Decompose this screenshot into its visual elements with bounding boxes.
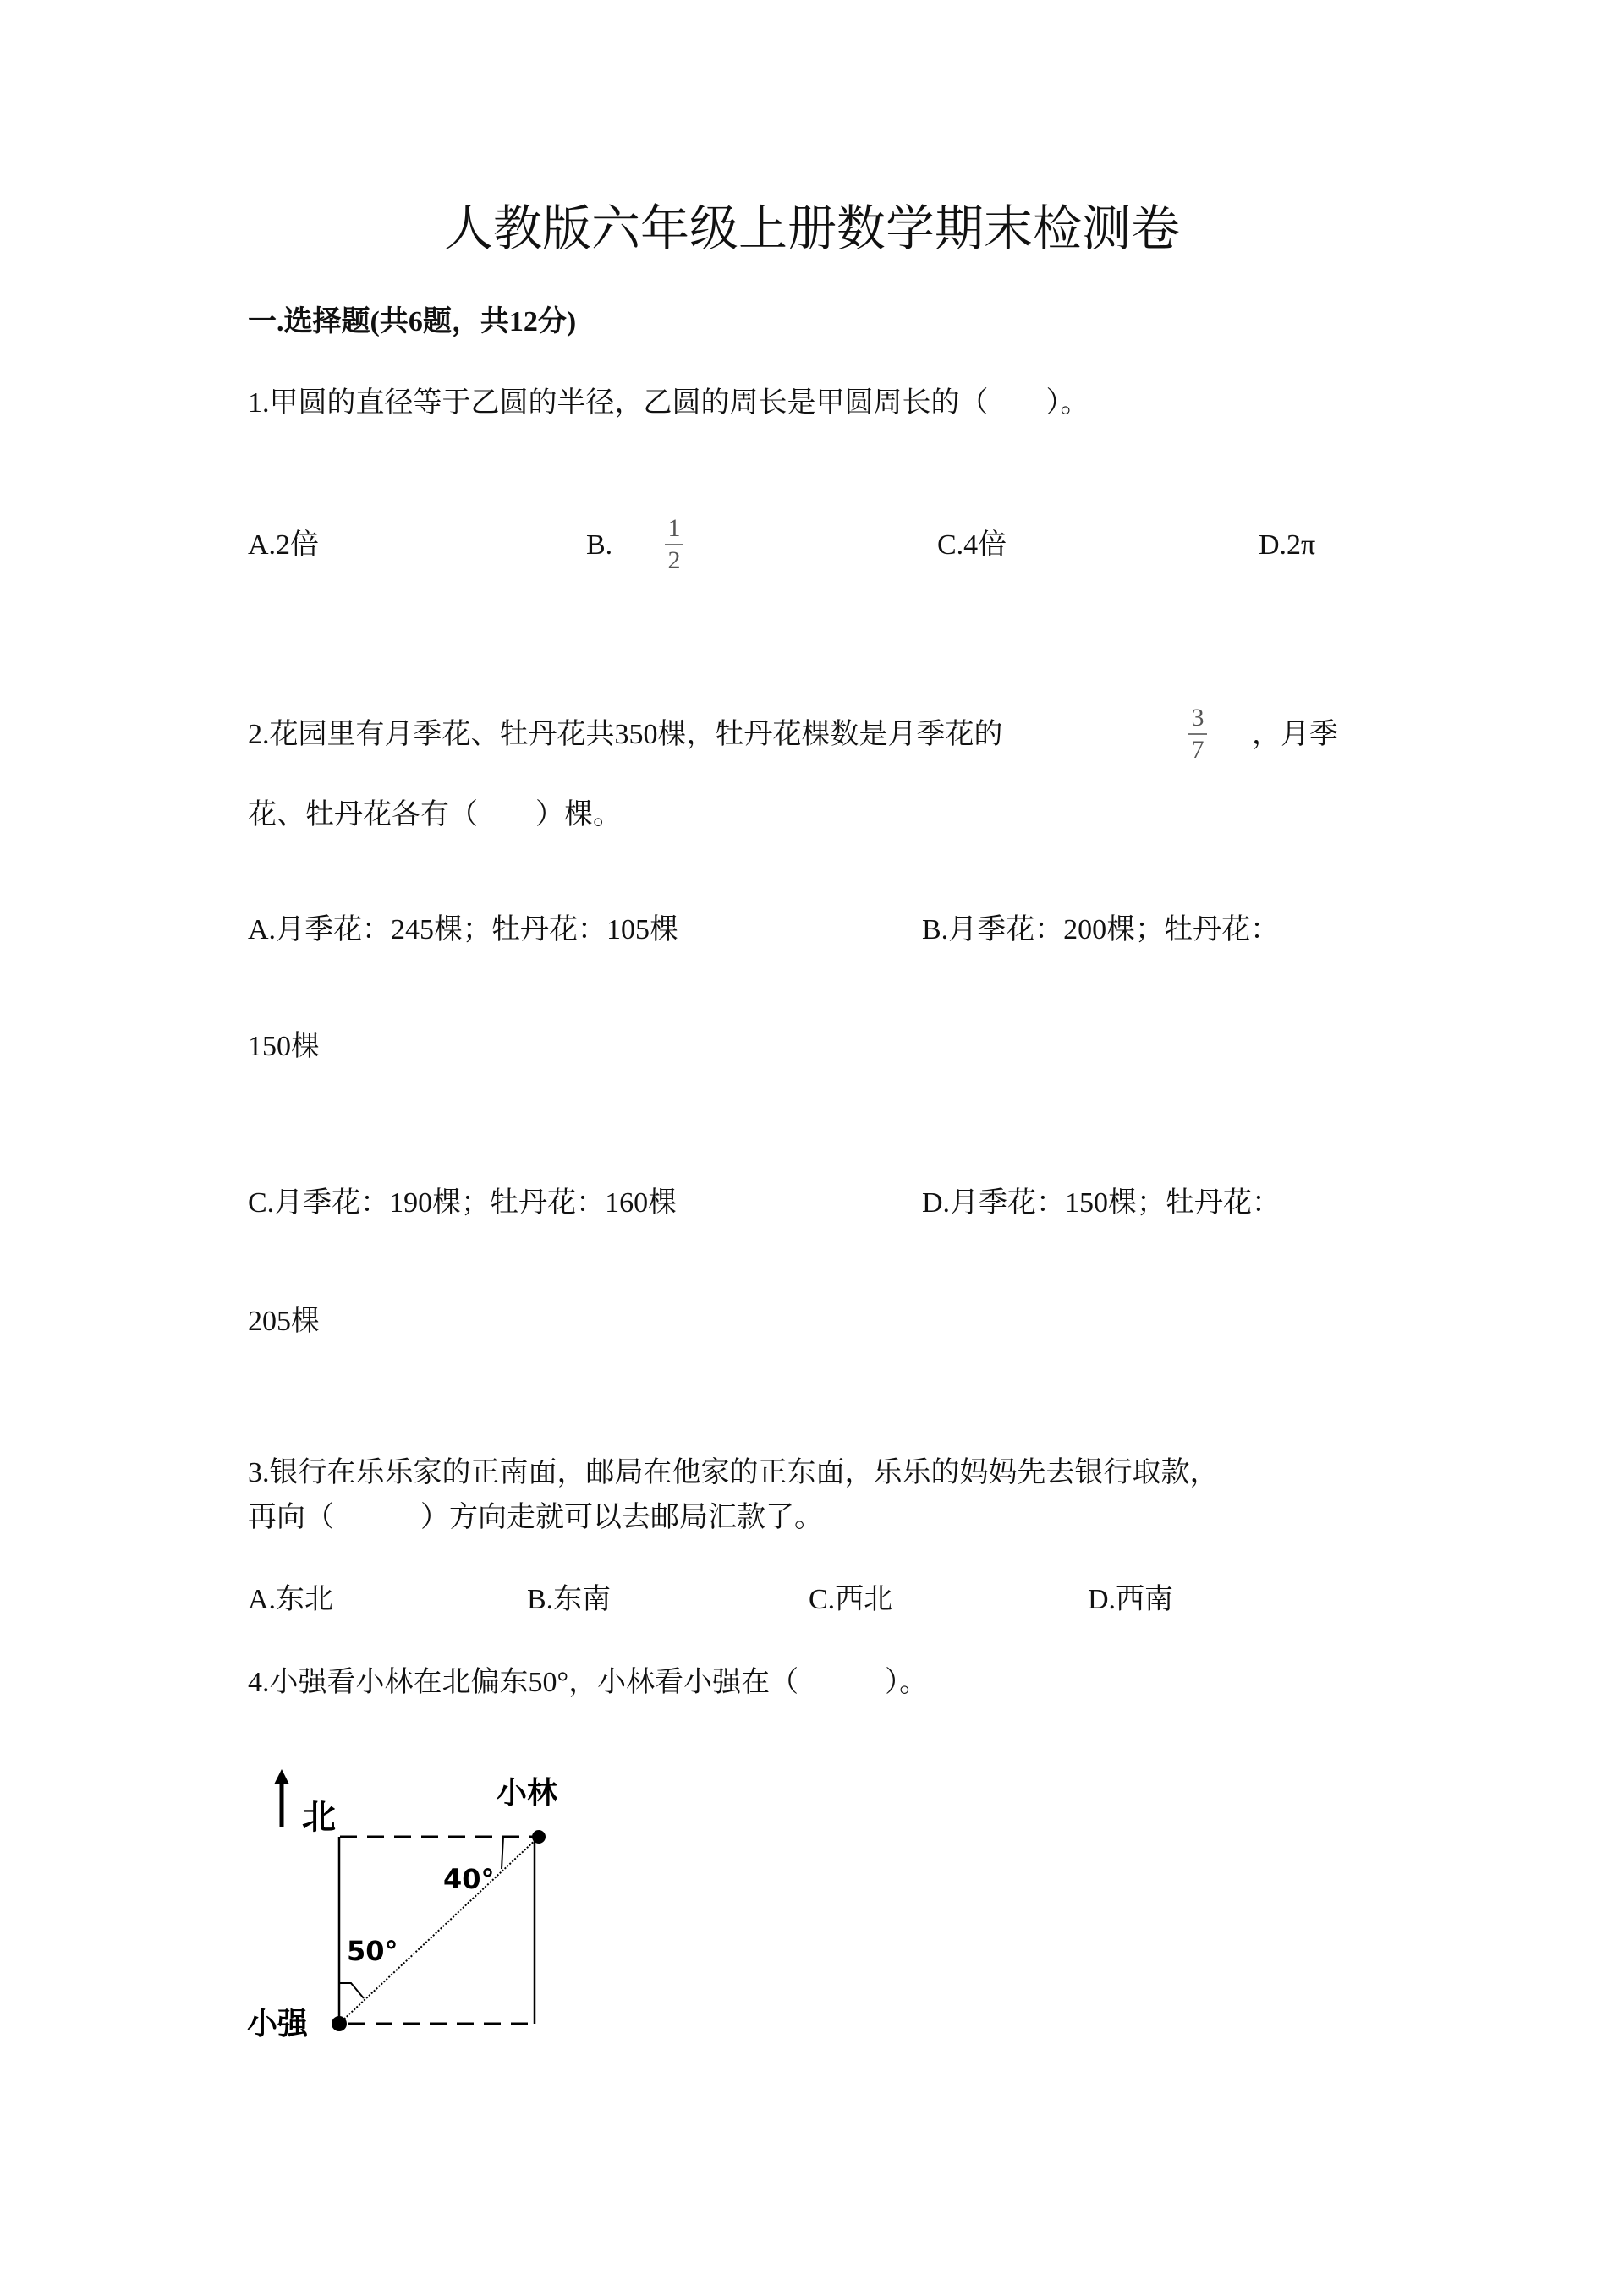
- xiaoqiang-label: 小强: [247, 2007, 309, 2041]
- north-arrow-icon: [274, 1769, 289, 1827]
- q2-option-c[interactable]: C.月季花：190棵；牡丹花：160棵: [248, 1187, 678, 1219]
- question-2-stem-cont: ，月季: [1252, 719, 1338, 750]
- question-3-stem: 3.银行在乐乐家的正南面，邮局在他家的正东面，乐乐的妈妈先去银行取款，: [248, 1457, 1219, 1488]
- question-4-stem: 4.小强看小林在北偏东50°，小林看小强在（ ）。: [248, 1667, 929, 1698]
- fraction-numerator: 1: [667, 514, 681, 542]
- connecting-line: [339, 1837, 539, 2024]
- xiaolin-label: 小林: [497, 1776, 558, 1811]
- section-heading: 一.选择题(共6题，共12分): [248, 306, 577, 337]
- q1-option-d[interactable]: D.2π: [1259, 529, 1316, 561]
- q1-option-b[interactable]: B.: [586, 529, 613, 561]
- fraction-numerator: 3: [1191, 704, 1204, 732]
- question-2-stem-line2: 花、牡丹花各有（ ）棵。: [248, 799, 622, 830]
- question-3-stem-line2: 再向（ ）方向走就可以去邮局汇款了。: [248, 1502, 823, 1533]
- q2-option-d-cont: 205棵: [248, 1306, 320, 1337]
- angle-a-label: 40°: [443, 1863, 495, 1895]
- fraction-denominator: 2: [667, 546, 681, 574]
- q3-option-a[interactable]: A.东北: [248, 1584, 334, 1615]
- point-xiaolin: [532, 1830, 546, 1844]
- angle-b-label: 50°: [347, 1935, 398, 1967]
- question-2-stem: 2.花园里有月季花、牡丹花共350棵，牡丹花棵数是月季花的: [248, 719, 1003, 750]
- angle-arc-b: [339, 1983, 364, 1998]
- q3-option-c[interactable]: C.西北: [809, 1584, 893, 1615]
- page-title: 人教版六年级上册数学期末检测卷: [443, 201, 1180, 256]
- north-label: 北: [302, 1798, 336, 1837]
- q1-option-c[interactable]: C.4倍: [937, 529, 1007, 561]
- q2-option-b[interactable]: B.月季花：200棵；牡丹花：: [922, 914, 1280, 945]
- q2-option-b-cont: 150棵: [248, 1031, 320, 1062]
- angle-arc-a: [502, 1837, 503, 1869]
- fraction-denominator: 7: [1191, 736, 1204, 764]
- q3-option-b[interactable]: B.东南: [527, 1584, 612, 1615]
- q2-option-a[interactable]: A.月季花：245棵；牡丹花：105棵: [248, 914, 679, 945]
- question-1-stem: 1.甲圆的直径等于乙圆的半径，乙圆的周长是甲圆周长的（ ）。: [248, 387, 1089, 419]
- q3-option-d[interactable]: D.西南: [1088, 1584, 1174, 1615]
- q1-option-a[interactable]: A.2倍: [248, 529, 320, 561]
- q2-option-d[interactable]: D.月季花：150棵；牡丹花：: [922, 1187, 1281, 1219]
- point-xiaoqiang: [332, 2016, 347, 2031]
